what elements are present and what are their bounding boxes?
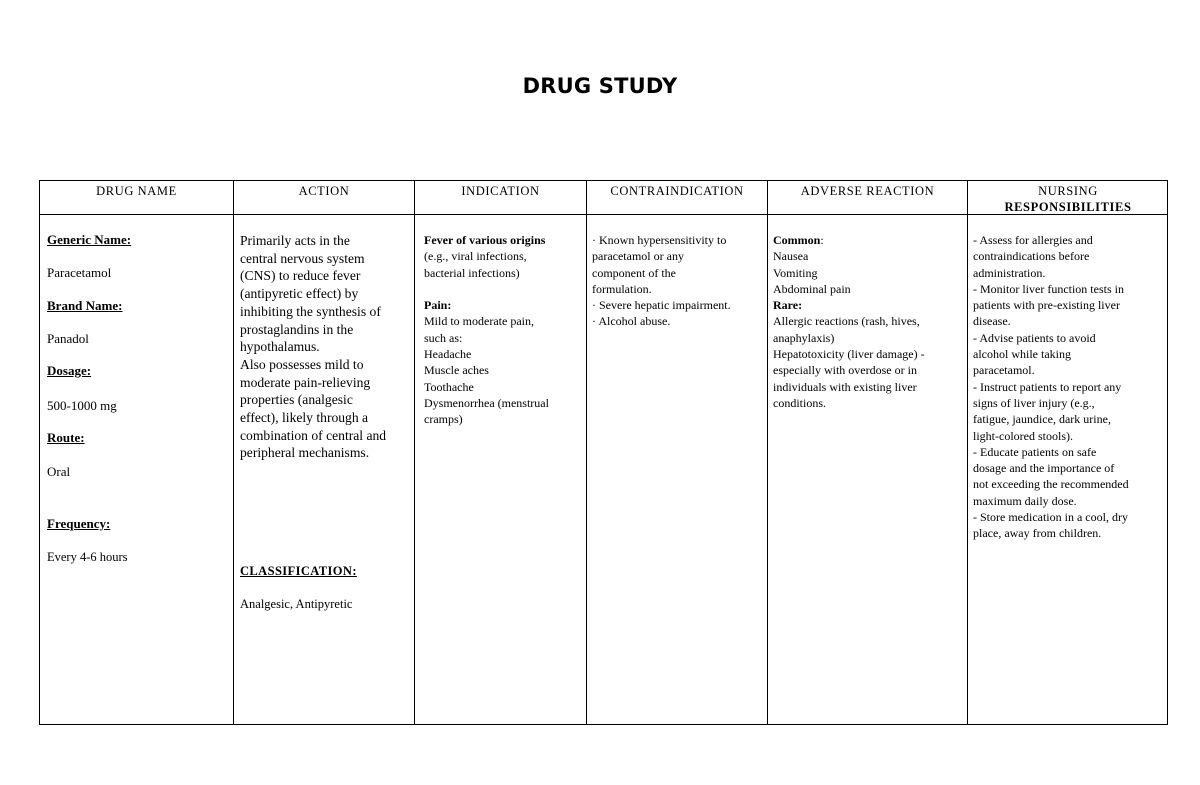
nursing-line: place, away from children. xyxy=(973,526,1102,541)
route-label: Route: xyxy=(47,430,85,445)
adverse-reaction-cell xyxy=(773,232,963,411)
indication-line: bacterial infections) xyxy=(424,265,520,280)
adverse-line: Nausea xyxy=(773,249,809,264)
nursing-line: - Monitor liver function tests in xyxy=(973,281,1124,296)
header-indication: INDICATION xyxy=(461,184,540,198)
column-divider xyxy=(767,181,768,724)
nursing-line: - Advise patients to avoid xyxy=(973,330,1096,345)
action-line: properties (analgesic xyxy=(240,392,353,408)
header-nursing-responsibilities xyxy=(968,183,1168,215)
adverse-common-colon: : xyxy=(820,233,824,247)
nursing-line: maximum daily dose. xyxy=(973,493,1077,508)
column-divider xyxy=(967,181,968,724)
classification-value: Analgesic, Antipyretic xyxy=(240,597,353,611)
header-contraindication: CONTRAINDICATION xyxy=(610,184,744,198)
adverse-line: anaphylaxis) xyxy=(773,330,835,345)
adverse-common-heading xyxy=(773,232,963,248)
nursing-line: dosage and the importance of xyxy=(973,461,1115,476)
page-title: DRUG STUDY xyxy=(522,74,678,98)
nursing-line: - Educate patients on safe xyxy=(973,444,1097,459)
header-nursing-line: NURSING xyxy=(1038,184,1098,198)
contraindication-line: · Severe hepatic impairment. xyxy=(592,298,731,313)
nursing-line: fatigue, jaundice, dark urine, xyxy=(973,412,1111,427)
nursing-line: patients with pre-existing liver xyxy=(973,298,1120,313)
nursing-line: - Instruct patients to report any xyxy=(973,379,1122,394)
dosage-value: 500-1000 mg xyxy=(47,398,117,413)
header-nursing-line: RESPONSIBILITIES xyxy=(1004,200,1132,214)
generic-name-label: Generic Name: xyxy=(47,232,132,247)
nursing-line: - Assess for allergies and xyxy=(973,233,1093,247)
brand-name-value: Panadol xyxy=(47,331,89,346)
nursing-line: - Store medication in a cool, dry xyxy=(973,510,1128,525)
indication-line: Mild to moderate pain, xyxy=(424,314,534,329)
action-cell xyxy=(240,232,412,692)
header-action: ACTION xyxy=(298,184,350,198)
adverse-line: Vomiting xyxy=(773,265,818,280)
route-value: Oral xyxy=(47,464,71,479)
adverse-line: conditions. xyxy=(773,395,826,410)
action-description xyxy=(240,232,412,462)
nursing-line: light-colored stools). xyxy=(973,428,1073,443)
indication-line: Muscle aches xyxy=(424,363,489,378)
action-line: hypothalamus. xyxy=(240,339,320,355)
action-line: Primarily acts in the xyxy=(240,233,350,248)
frequency-value: Every 4-6 hours xyxy=(47,550,128,564)
contraindication-cell xyxy=(592,232,764,330)
column-divider xyxy=(586,181,587,724)
adverse-line: Allergic reactions (rash, hives, xyxy=(773,314,920,329)
adverse-line: Abdominal pain xyxy=(773,281,851,296)
nursing-responsibilities-cell xyxy=(973,232,1165,542)
contraindication-line: paracetamol or any xyxy=(592,249,684,264)
adverse-line: Hepatotoxicity (liver damage) - xyxy=(773,347,925,362)
contraindication-line: formulation. xyxy=(592,281,652,296)
generic-name-value: Paracetamol xyxy=(47,265,112,280)
classification-label: CLASSIFICATION: xyxy=(240,564,357,578)
nursing-line: paracetamol. xyxy=(973,363,1035,378)
indication-cell xyxy=(424,232,584,428)
nursing-line: signs of liver injury (e.g., xyxy=(973,395,1095,410)
drug-study-table xyxy=(39,180,1168,725)
action-line: prostaglandins in the xyxy=(240,321,354,337)
action-line: central nervous system xyxy=(240,250,365,266)
indication-line: Headache xyxy=(424,347,472,362)
dosage-label: Dosage: xyxy=(47,363,92,378)
adverse-rare-label: Rare: xyxy=(773,298,803,313)
nursing-line: contraindications before xyxy=(973,249,1090,264)
indication-line: cramps) xyxy=(424,412,463,427)
drug-name-cell xyxy=(47,232,227,692)
action-line: inhibiting the synthesis of xyxy=(240,303,381,319)
contraindication-line: · Known hypersensitivity to xyxy=(592,233,727,247)
action-line: combination of central and xyxy=(240,427,387,443)
column-divider xyxy=(233,181,234,724)
contraindication-line: component of the xyxy=(592,265,676,280)
adverse-line: individuals with existing liver xyxy=(773,379,917,394)
indication-line: such as: xyxy=(424,330,463,345)
indication-line: (e.g., viral infections, xyxy=(424,249,527,264)
column-divider xyxy=(414,181,415,724)
action-line: peripheral mechanisms. xyxy=(240,445,370,461)
indication-line: Toothache xyxy=(424,379,474,394)
brand-name-label: Brand Name: xyxy=(47,298,123,313)
nursing-line: disease. xyxy=(973,314,1011,329)
nursing-line: administration. xyxy=(973,265,1046,280)
indication-fever-heading: Fever of various origins xyxy=(424,233,546,247)
action-line: (CNS) to reduce fever xyxy=(240,268,361,284)
contraindication-line: · Alcohol abuse. xyxy=(592,314,671,329)
header-drug-name: DRUG NAME xyxy=(96,184,177,198)
frequency-label: Frequency: xyxy=(47,516,111,531)
nursing-line: not exceeding the recommended xyxy=(973,477,1129,492)
action-line: effect), likely through a xyxy=(240,410,369,426)
nursing-line: alcohol while taking xyxy=(973,347,1071,362)
adverse-common-label: Common xyxy=(773,233,821,247)
action-line: moderate pain-relieving xyxy=(240,374,371,390)
indication-line: Dysmenorrhea (menstrual xyxy=(424,395,549,410)
header-adverse-reaction: ADVERSE REACTION xyxy=(800,184,935,198)
action-line: (antipyretic effect) by xyxy=(240,286,359,302)
action-line: Also possesses mild to xyxy=(240,356,364,372)
indication-pain-heading: Pain: xyxy=(424,298,452,313)
adverse-line: especially with overdose or in xyxy=(773,363,917,378)
